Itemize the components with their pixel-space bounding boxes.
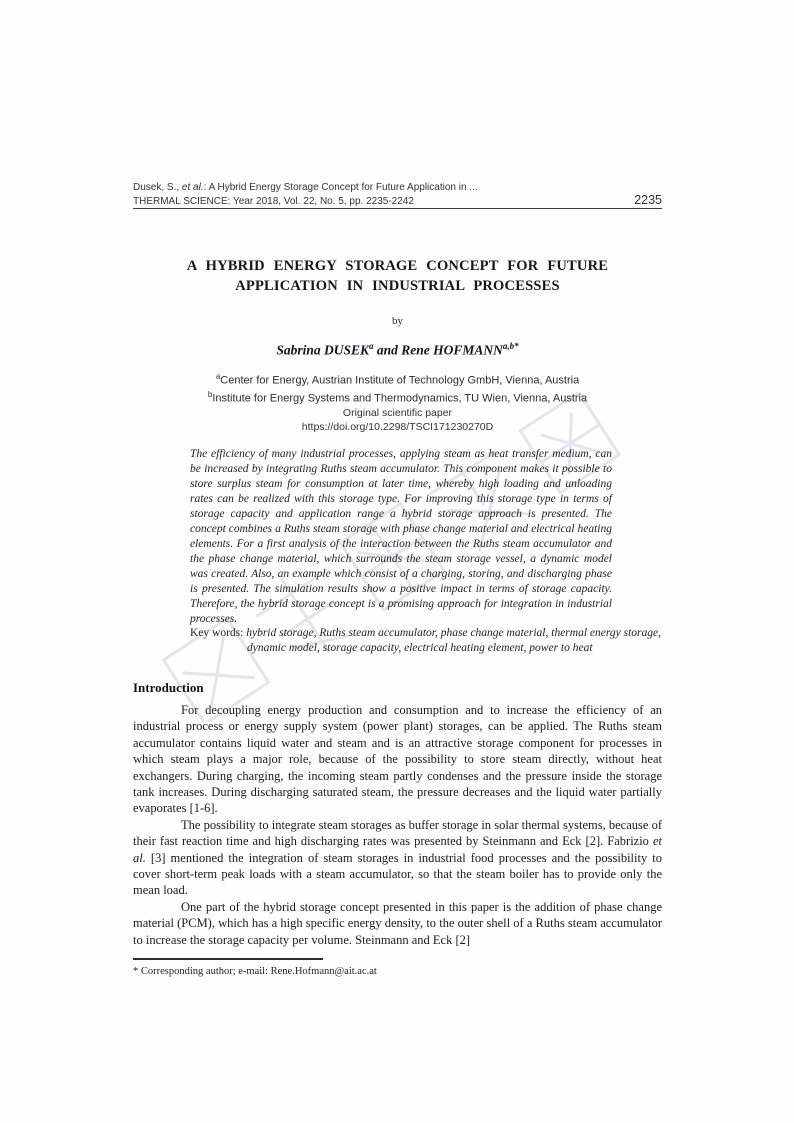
corresponding-author-footnote: * Corresponding author; e-mail: Rene.Hofmann@ait.ac.at (133, 966, 377, 977)
affiliation-b-text: Institute for Energy Systems and Thermodynamics, TU Wien, Vienna, Austria (212, 392, 588, 405)
keywords-terms: hybrid storage, Ruths steam accumulator, phase change material, thermal energy storage, dynamic model, storage capacity, electrical heating element, power to heat (246, 627, 662, 654)
author-1-affiliation-marker: a (369, 341, 374, 351)
affiliation-a-text: Center for Energy, Austrian Institute of Technology GmbH, Vienna, Austria (220, 374, 580, 387)
abstract: The efficiency of many industrial processes, applying steam as heat transfer medium, can be increased by integrating Ruths steam accumulator. This component makes it possible to store surplus steam for consumption at later time, whereby high loading and unloading rates can be realized with this storage type. For improving this storage type in terms of storage capacity and application range a hybrid storage approach is presented. The concept combines a Ruths steam storage with phase change material and electrical heating elements. For a first analysis of the interaction between the Ruths steam accumulator and the phase change material, which surrounds the steam storage vessel, a dynamic model was created. Also, an example which consist of a charging, storing, and discharging phase is presented. The simulation results show a positive impact in terms of storage capacity. Therefore, the hybrid storage concept is a promising approach for integration in industrial processes. (190, 448, 612, 625)
running-head-title: : A Hybrid Energy Storage Concept for Future Application in ... (203, 182, 478, 193)
paper-type: Original scientific paper (342, 407, 453, 419)
paragraph-2-etal: et al. (133, 834, 662, 865)
running-head (133, 182, 662, 209)
running-head-journal-line (133, 192, 662, 210)
authors-line (133, 341, 662, 359)
author-2-affiliation-marker: a,b* (502, 341, 519, 351)
author-2: Rene HOFMANN (401, 342, 503, 358)
article-title: A HYBRID ENERGY STORAGE CONCEPT FOR FUTURE APPLICATION IN INDUSTRIAL PROCESSES (186, 258, 609, 294)
doi-text: https://doi.org/10.2298/TSCI171230270D (301, 420, 494, 433)
affiliations (133, 370, 662, 405)
paragraph-3: One part of the hybrid storage concept presented in this paper is the addition of phase change material (PCM), which has a high specific energy density, to the outer shell of a Ruths steam accumulator to increase the storage capacity per volume. Steinmann and Eck [2] (133, 899, 662, 947)
byline: by (392, 315, 403, 327)
running-head-etal: et al. (181, 182, 204, 193)
affiliation-b (133, 388, 662, 406)
page-number: 2235 (634, 192, 662, 207)
paragraph-2-end: [3] mentioned the integration of steam storages in industrial food processes and the possibility to cover short-term peak loads with a steam accumulator, so that the steam boiler has to provide only the mean load. (133, 850, 662, 898)
paragraph-2 (133, 817, 662, 899)
journal-citation: THERMAL SCIENCE: Year 2018, Vol. 22, No. 5, pp. 2235-2242 (133, 195, 414, 207)
authors-connector: and (373, 342, 402, 358)
introduction-body (133, 702, 662, 948)
paragraph-2-start: The possibility to integrate steam storages as buffer storage in solar thermal systems, because of their fast reaction time and high discharging rates was presented by Steinmann and Eck [2]. Fabrizio (133, 817, 662, 849)
affiliation-a (133, 370, 662, 388)
article-title-wrap (133, 257, 662, 296)
paper-meta (133, 407, 662, 434)
keywords (190, 626, 677, 655)
section-heading-introduction: Introduction (133, 680, 204, 695)
paragraph-1: For decoupling energy production and consumption and to increase the efficiency of an industrial process or energy supply system (power plant) storages, can be applied. The Ruths steam accumulator contains liquid water and steam and is an attractive storage component for processes in which steam plays a major role, because of the possibility to store steam directly, without heat exchangers. During charging, the incoming steam partly condenses and the pressure inside the storage tank increases. During discharging saturated steam, the pressure decreases and the liquid water partially evaporates [1-6]. (133, 703, 662, 816)
affiliation-a-marker: a (215, 372, 221, 381)
affiliation-b-marker: b (207, 389, 213, 399)
running-head-author: Dusek, S., (133, 182, 182, 193)
keywords-label: Key words: (190, 627, 247, 639)
author-1: Sabrina DUSEK (276, 342, 369, 358)
footnote-rule (133, 958, 323, 960)
running-head-line1 (133, 182, 662, 195)
